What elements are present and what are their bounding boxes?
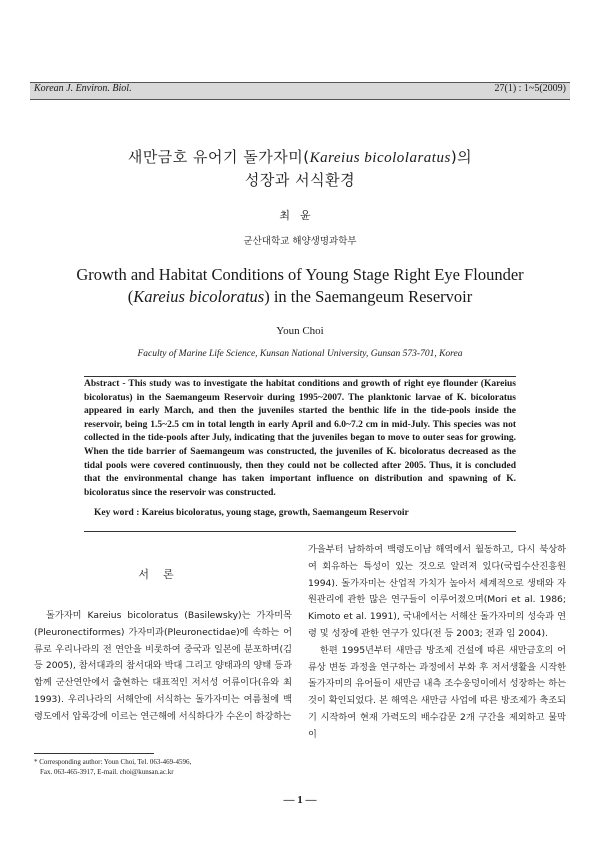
korean-author: 최윤 [279,209,321,222]
footnote-line1: * Corresponding author: Youn Choi, Tel. 063-469-4596, [34,758,192,766]
abstract: Abstract - This study was to investigate the habitat conditions and growth of right eye flounder (Kareius bicoloratus) in the Saemangeum Reservoir during 1995~2007. The planktonic larvae of K. bicoloratus appeared in early March, and then the juveniles started the benthic life in the tide-pools inside the reservoir, being 1.5~2.5 cm in total length in early April and 6.0~7.2 cm in mid-July. This species was not collected in the tide-pools after July, indicating that the juveniles began to move to outer seas for growing. When the tide barrier of Saemangeum was constructed, the juveniles of K. bicoloratus decreased as the tidal pools were covered continuously, then they could not be collected after 2005. Thus, it is concluded that the environmental change has taken important influence on distribution and spawning of K. bicoloratus since the reservoir was constructed. [84,379,516,498]
korean-affiliation: 군산대학교 해양생명과학부 [243,236,357,247]
english-author: Youn Choi [276,325,324,337]
left-column [34,542,292,726]
page-number: — 1 — [283,794,317,806]
footnote-line2: Fax. 063-465-3917, E-mail. choi@kunsan.ac.kr [40,768,174,776]
english-title-line1: Growth and Habitat Conditions of Young Stage Right Eye Flounder [76,265,524,284]
english-affiliation: Faculty of Marine Life Science, Kunsan National University, Gunsan 573-701, Korea [137,349,463,359]
korean-title [0,146,600,191]
english-title-scientific-name: Kareius bicoloratus [133,287,265,306]
footnote [34,757,294,777]
section-title-introduction: 서론 [138,568,188,581]
intro-paragraph-2: 가을부터 남하하여 백령도이남 해역에서 월동하고, 다시 북상하여 회유하는 특성이 있는 것으로 알려져 있다(국립수산진흥원 1994). 돌가자미는 산업적 가치가 높아서 세계적으로 생태와 자원관리에 관한 많은 연구들이 이루어졌으며(Mori et al. 1986; Kimoto et al. 1991), 국내에서는 서해산 돌가자미의 성숙과 연령 및 성장에 관한 연구가 있다(전 등 2003; 전과 임 2004). [308,544,566,639]
journal-name: Korean J. Environ. Biol. [34,83,132,94]
korean-title-line2: 성장과 서식환경 [244,171,356,189]
korean-title-scientific-name: Kareius bicololaratus [309,150,451,166]
footnote-rule [34,753,154,754]
english-title: Growth and Habitat Conditions of Young Stage Right Eye Flounder (Kareius bicoloratus) in the Saemangeum Reservoir [30,264,570,308]
intro-paragraph-1: 돌가자미 Kareius bicoloratus (Basilewsky)는 가자미목(Pleuronectiformes) 가자미과(Pleuronectidae)에 속하는 어류로 우리나라의 전 연안을 비롯하여 중국과 일본에 분포하며(김 등 2005), 참서대과의 참서대와 박대 그리고 양태과의 양태 등과 함께 군산연안에서 출현하는 대표적인 저서성 어류이다(유와 최 1993). 우리나라의 서해안에 서식하는 돌가자미는 여름철에 백령도에서 압록강에 이르는 연근해에 서식하다가 수온이 하강하는 [34,610,292,722]
abstract-top-rule [84,376,516,377]
english-title-line2-rest: in the Saemangeum Reservoir [269,287,473,306]
korean-title-pre: 새만금호 유어기 돌가자미( [127,148,310,166]
korean-title-post: )의 [450,148,473,166]
intro-paragraph-3: 한편 1995년부터 새만금 방조제 건설에 따른 새만금호의 어류상 변동 과정을 연구하는 과정에서 부화 후 저서생활을 시작한 돌가자미의 유어들이 새만금 내측 조수웅덩이에서 성장하는 하는 것이 확인되었다. 본 해역은 새만금 사업에 따른 방조제가 축조되기 시작하여 현재 가력도의 배수갑문 2개 구간을 제외하고 물막이 [308,644,566,740]
volume-info: 27(1) : 1~5(2009) [494,83,566,94]
right-column [308,542,566,744]
keywords: Key word : Kareius bicoloratus, young stage, growth, Saemangeum Reservoir [94,508,409,518]
abstract-bottom-rule [84,531,516,532]
